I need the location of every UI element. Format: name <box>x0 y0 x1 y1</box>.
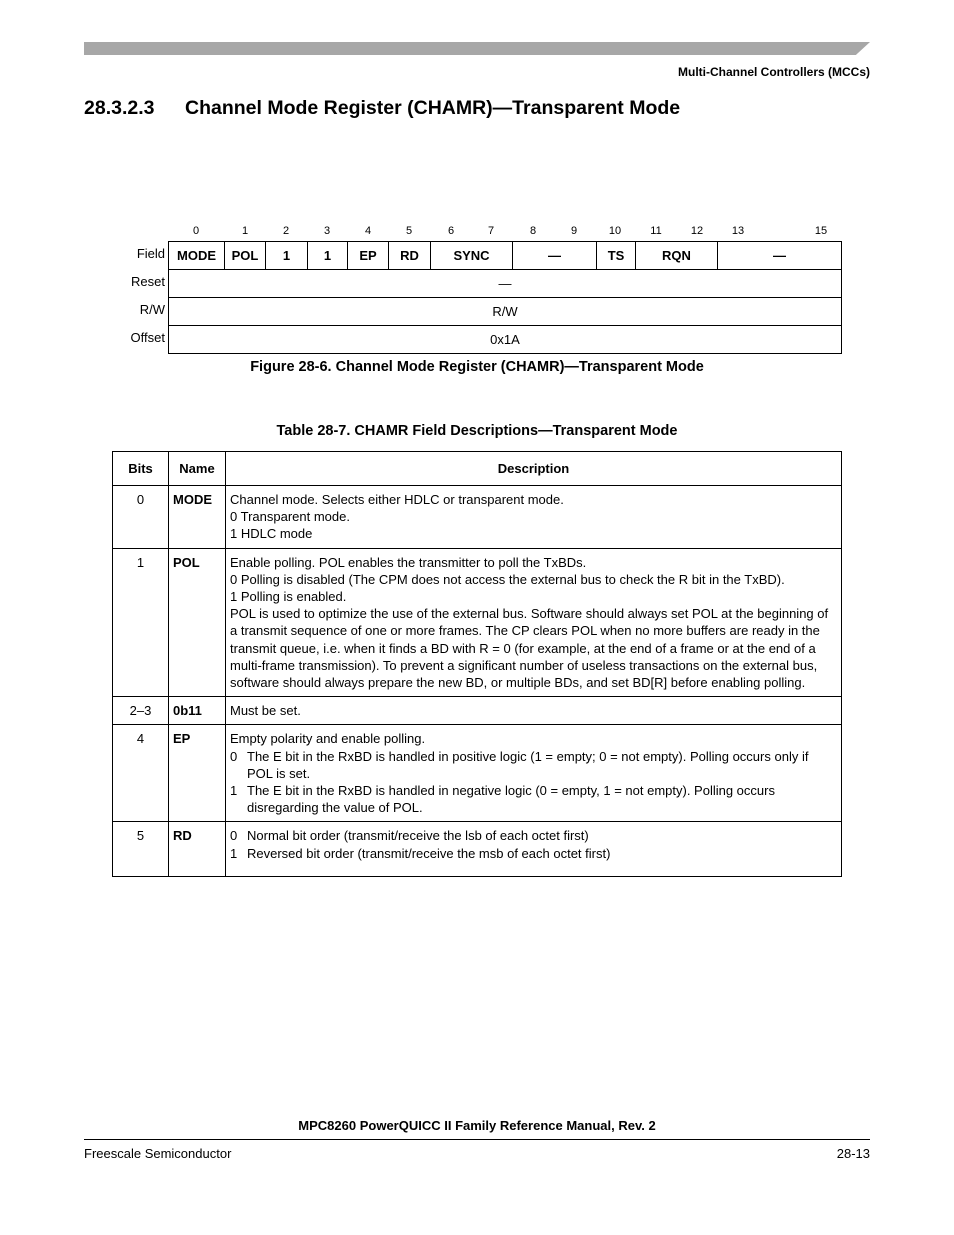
enum-item <box>230 782 837 816</box>
enum-item <box>230 845 837 862</box>
enum-key: 1 <box>230 845 238 861</box>
bit-number: 9 <box>570 225 578 237</box>
rw-value: R/W <box>169 298 842 325</box>
field-reserved: — <box>513 242 597 269</box>
bit-number: 1 <box>241 225 249 237</box>
description-line: 1 Polling is enabled. <box>230 589 347 605</box>
footer-divider <box>84 1139 870 1140</box>
enum-item <box>230 827 837 844</box>
row-name: POL <box>169 548 226 697</box>
column-header-name: Name <box>169 452 226 486</box>
description-line: POL is used to optimize the use of the external bus. Software should always set POL at the beginning of a transmit sequence of one or more frames. The CP clears POL when no more buffers are ready in the transmit queue, i.e. when it finds a BD with R = 0 (for example, at the end of a frame or at the end of a multi-frame transmission). To prevent a significant number of useless transactions on the external bus, software should always prepare the new BD, or multiple BDs, and set BD[R] before enabling polling. <box>230 606 829 691</box>
bit-number: 10 <box>608 225 622 237</box>
row-bits: 1 <box>113 548 169 697</box>
row-bits: 2–3 <box>113 697 169 725</box>
description-line: Channel mode. Selects either HDLC or transparent mode. <box>230 492 564 507</box>
bit-number: 15 <box>814 225 828 237</box>
description-line: Must be set. <box>230 703 301 719</box>
table-row <box>113 822 842 876</box>
section-heading <box>84 97 680 120</box>
row-label-rw: R/W <box>139 302 165 317</box>
offset-value: 0x1A <box>169 326 842 353</box>
enum-text: The E bit in the RxBD is handled in negative logic (0 = empty, 1 = not empty). Polling occurs disregarding the value of POL. <box>247 783 775 816</box>
footer-page-number: 28-13 <box>836 1146 870 1161</box>
field-bit3: 1 <box>308 242 348 269</box>
row-description <box>226 548 842 697</box>
bit-number: 11 <box>650 225 662 237</box>
field-pol: POL <box>225 242 266 269</box>
footer-company: Freescale Semiconductor <box>84 1146 232 1161</box>
field-ep: EP <box>348 242 389 269</box>
enum-text: Normal bit order (transmit/receive the lsb of each octet first) <box>247 828 589 844</box>
row-name: EP <box>169 725 226 822</box>
register-reset-row <box>169 270 842 298</box>
footer-document-title: MPC8260 PowerQUICC II Family Reference Manual, Rev. 2 <box>298 1118 656 1133</box>
enum-key: 0 <box>230 828 238 844</box>
table-row <box>113 725 842 822</box>
enum-item <box>230 748 837 782</box>
row-description <box>226 725 842 822</box>
field-reserved: — <box>718 242 842 269</box>
field-bit2: 1 <box>266 242 308 269</box>
row-name: 0b11 <box>169 697 226 725</box>
table-row <box>113 697 842 725</box>
description-line: Empty polarity and enable polling. <box>230 731 426 747</box>
bit-number: 5 <box>405 225 413 237</box>
field-rd: RD <box>389 242 431 269</box>
register-field-row <box>169 242 842 270</box>
field-descriptions-table <box>112 451 842 877</box>
enum-text: The E bit in the RxBD is handled in positive logic (1 = empty; 0 = not empty). Polling occurs only if POL is set. <box>247 748 809 781</box>
bit-number: 3 <box>323 225 331 237</box>
row-bits: 4 <box>113 725 169 822</box>
field-sync: SYNC <box>431 242 513 269</box>
enum-key: 0 <box>230 748 238 764</box>
reset-value: — <box>169 270 842 297</box>
register-offset-row <box>169 326 842 354</box>
bit-number: 12 <box>690 225 704 237</box>
description-line: 0 Transparent mode. <box>230 509 350 525</box>
row-bits: 5 <box>113 822 169 876</box>
running-head: Multi-Channel Controllers (MCCs) <box>678 65 870 79</box>
row-description <box>226 697 842 725</box>
field-rqn: RQN <box>636 242 718 269</box>
table-row <box>113 486 842 549</box>
bit-number: 0 <box>192 225 200 237</box>
enum-key: 1 <box>230 783 238 799</box>
bit-number: 2 <box>282 225 290 237</box>
figure-caption: Figure 28-6. Channel Mode Register (CHAMR)—Transparent Mode <box>250 359 704 375</box>
row-description <box>226 822 842 876</box>
row-name: RD <box>169 822 226 876</box>
table-row <box>113 548 842 697</box>
field-mode: MODE <box>169 242 225 269</box>
bit-number: 7 <box>487 225 495 237</box>
column-header-description: Description <box>226 452 842 486</box>
row-label-offset: Offset <box>130 330 165 345</box>
description-line: 1 HDLC mode <box>230 526 313 542</box>
bit-number: 8 <box>529 225 537 237</box>
row-label-reset: Reset <box>131 274 165 289</box>
register-rw-row <box>169 298 842 326</box>
section-number: 28.3.2.3 <box>84 97 155 119</box>
register-diagram <box>168 241 842 354</box>
bit-number: 13 <box>731 225 745 237</box>
table-caption: Table 28-7. CHAMR Field Descriptions—Transparent Mode <box>276 423 678 439</box>
section-title: Channel Mode Register (CHAMR)—Transparent Mode <box>185 97 681 119</box>
table-header-row <box>113 452 842 486</box>
description-line: Enable polling. POL enables the transmitter to poll the TxBDs. <box>230 554 587 570</box>
header-decorative-bar <box>84 42 870 55</box>
row-name: MODE <box>169 486 226 549</box>
row-bits: 0 <box>113 486 169 549</box>
row-description <box>226 486 842 549</box>
field-ts: TS <box>597 242 636 269</box>
column-header-bits: Bits <box>113 452 169 486</box>
row-label-field: Field <box>136 246 165 261</box>
enum-text: Reversed bit order (transmit/receive the msb of each octet first) <box>247 845 611 861</box>
bit-number: 4 <box>364 225 372 237</box>
description-line: 0 Polling is disabled (The CPM does not access the external bus to check the R bit in the TxBD). <box>230 571 785 587</box>
bit-number: 6 <box>447 225 455 237</box>
